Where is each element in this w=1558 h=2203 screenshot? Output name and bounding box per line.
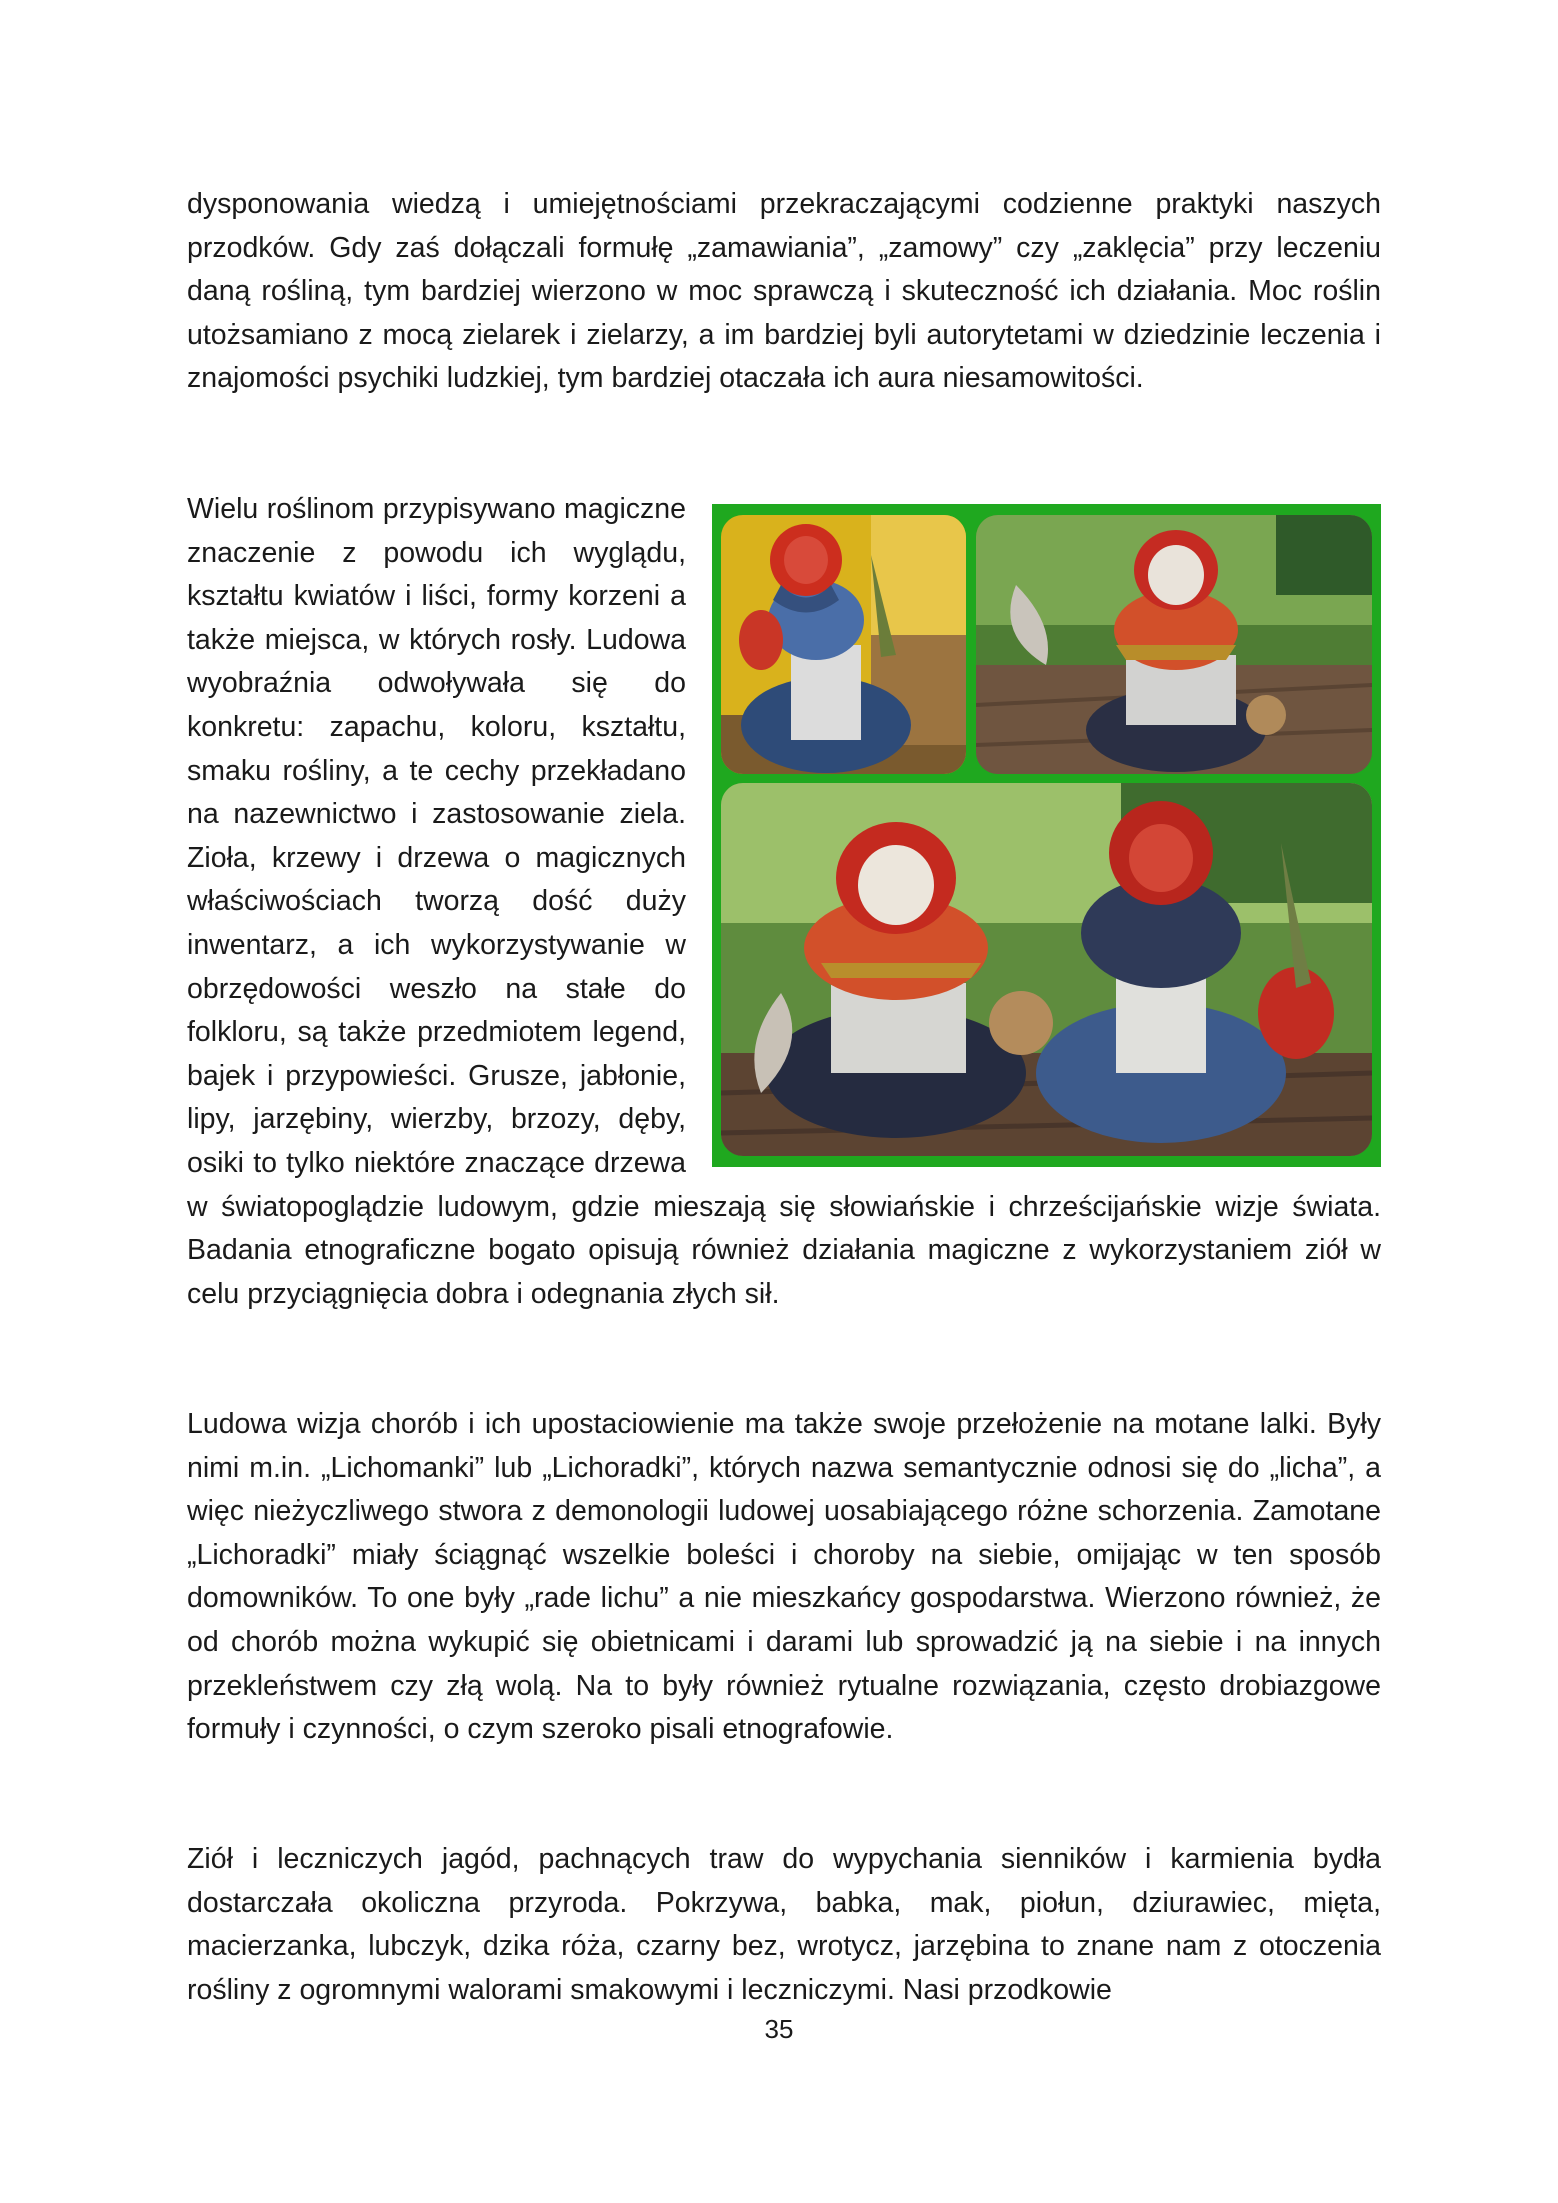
photo-blue-doll-yellow-wall	[721, 515, 966, 774]
paragraph-2-block	[187, 488, 1381, 1316]
doll-photo-collage	[712, 504, 1381, 1167]
paragraph-4: Ziół i leczniczych jagód, pachnących traw do wypychania sienników i karmienia bydła dostarczała okoliczna przyroda. Pokrzywa, babka, mak, piołun, dziurawiec, mięta, macierzanka, lubczyk, dzika róża, czarny bez, wrotycz, jarzębina to znane nam z otoczenia rośliny z ogromnymi walorami smakowymi i leczniczymi. Nasi przodkowie	[187, 1843, 1381, 2006]
photo-two-dolls-outdoor	[721, 783, 1372, 1156]
photo-red-doll-garden	[976, 515, 1372, 774]
paragraph-2: Wielu roślinom przypisywano magiczne znaczenie z powodu ich wyglądu, kształtu kwiatów i liści, formy korzeni a także miejsca, w których rosły. Ludowa wyobraźnia odwoływała się do konkretu: zapachu, koloru, kształtu, smaku rośliny, a te cechy przekładano na nazewnictwo i zastosowanie ziela. Zioła, krzewy i drzewa o magicznych właściwościach tworzą dość duży inwentarz, a ich wykorzystywanie w obrzędowości weszło na stałe do folkloru, są także przedmiotem legend, bajek i przypowieści. Grusze, jabłonie, lipy, jarzębiny, wierzby, brzozy, dęby, osiki to tylko niektóre znaczące drzewa w światopoglądzie ludowym, gdzie mieszają się słowiańskie i chrześcijańskie wizje świata. Badania etnograficzne bogato opisują również działania magiczne z wykorzystaniem ziół w celu przyciągnięcia dobra i odegnania złych sił.	[187, 493, 1381, 1310]
paragraph-1: dysponowania wiedzą i umiejętnościami przekraczającymi codzienne praktyki naszych przodków. Gdy zaś dołączali formułę „zamawiania”, „zamowy” czy „zaklęcia” przy leczeniu daną rośliną, tym bardziej wierzono w moc sprawczą i skuteczność ich działania. Moc roślin utożsamiano z mocą zielarek i zielarzy, a im bardziej byli autorytetami w dziedzinie leczenia i znajomości psychiki ludzkiej, tym bardziej otaczała ich aura niesamowitości.	[187, 188, 1381, 395]
paragraph-3: Ludowa wizja chorób i ich upostaciowienie ma także swoje przełożenie na motane lalki. Były nimi m.in. „Lichomanki” lub „Lichoradki”, których nazwa semantycznie odnosi się do „licha”, a więc nieżyczliwego stwora z demonologii ludowej uosabiającego różne schorzenia. Zamotane „Lichoradki” miały ściągnąć wszelkie boleści i choroby na siebie, omijając w ten sposób domowników. To one były „rade lichu” a nie mieszkańcy gospodarstwa. Wierzono również, że od chorób można wykupić się obietnicami i darami lub sprowadzić ją na siebie i na innych przekleństwem czy złą wolą. Na to były również rytualne rozwiązania, często drobiazgowe formuły i czynności, o czym szeroko pisali etnografowie.	[187, 1408, 1381, 1746]
page-number: 35	[764, 2014, 794, 2044]
